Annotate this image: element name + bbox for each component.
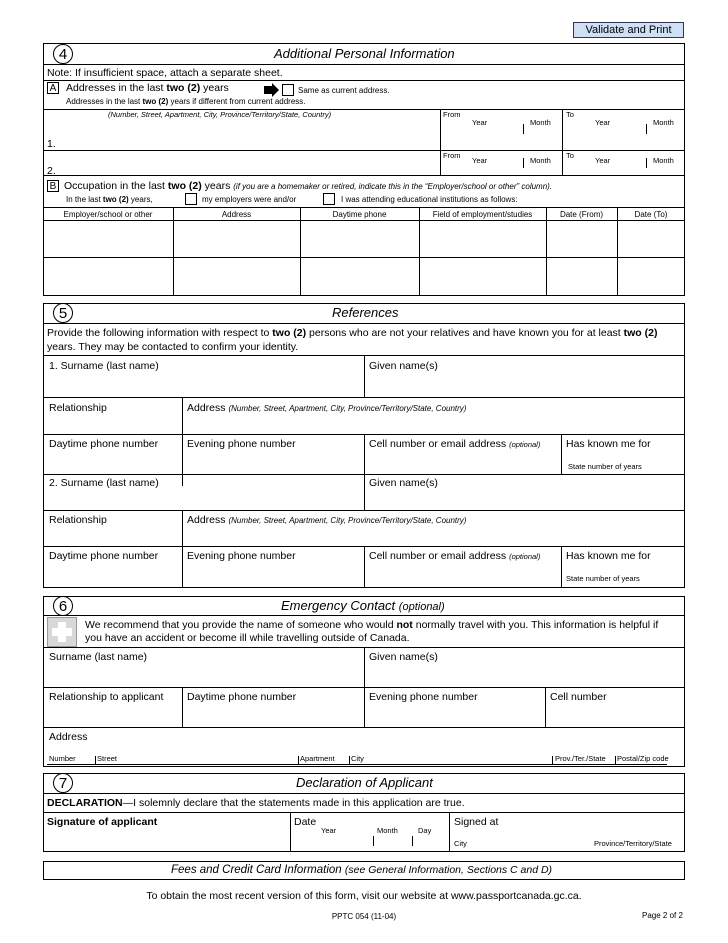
ref2-known-label: Has known me for <box>566 550 651 562</box>
employers-label: my employers were and/or <box>202 195 297 204</box>
part-b-subheading: In the last two (2) years, <box>66 195 153 204</box>
part-a-heading: Addresses in the last two (2) years <box>66 82 229 94</box>
ref2-evening-label: Evening phone number <box>187 550 296 562</box>
ref2-given-label: Given name(s) <box>369 477 438 489</box>
section-6-number: 6 <box>53 596 73 616</box>
row1-from-month: Month <box>530 118 551 127</box>
ref1-surname-label: 1. Surname (last name) <box>49 360 159 372</box>
ref1-state-years: State number of years <box>568 462 642 471</box>
col-date-from: Date (From) <box>559 210 604 219</box>
col-phone: Daytime phone <box>332 210 387 219</box>
sub-apartment: Apartment <box>300 754 335 763</box>
row1-to-year: Year <box>595 118 611 127</box>
row2-from-year: Year <box>472 156 488 165</box>
emergency-intro-2: you have an accident or become ill while travelling outside of Canada. <box>85 632 410 644</box>
row2-from-month: Month <box>530 156 551 165</box>
emergency-daytime-label: Daytime phone number <box>187 691 297 703</box>
declaration-text: DECLARATION—I solemnly declare that the statements made in this application are true. <box>47 797 465 809</box>
ref1-cell-label: Cell number or email address (optional) <box>369 438 541 450</box>
sub-city: City <box>351 754 364 763</box>
col-field: Field of employment/studies <box>432 210 533 219</box>
ref2-state-years: State number of years <box>566 574 640 583</box>
ref1-daytime-label: Daytime phone number <box>49 438 159 450</box>
row2-to-year: Year <box>595 156 611 165</box>
section-4-note: Note: If insufficient space, attach a separate sheet. <box>47 67 283 79</box>
fees-title: Fees and Credit Card Information (see General Information, Sections C and D) <box>171 864 553 876</box>
sub-prov: Prov./Ter./State <box>555 754 606 763</box>
emergency-evening-label: Evening phone number <box>369 691 478 703</box>
address-row-1: 1. <box>47 138 56 150</box>
row2-to: To <box>566 151 574 160</box>
sub-postal: Postal/Zip code <box>617 754 669 763</box>
section-4-number: 4 <box>53 44 73 64</box>
row1-from: From <box>443 110 461 119</box>
signed-at-label: Signed at <box>454 816 499 828</box>
education-label: I was attending educational institutions as follows: <box>341 195 518 204</box>
date-month: Month <box>377 826 398 835</box>
ref2-relationship-label: Relationship <box>49 514 107 526</box>
date-day: Day <box>418 826 432 835</box>
section-5-title: References <box>332 305 399 320</box>
emergency-surname-label: Surname (last name) <box>49 651 148 663</box>
ref1-relationship-label: Relationship <box>49 402 107 414</box>
medical-cross-icon <box>47 617 77 647</box>
ref2-address-label: Address (Number, Street, Apartment, City, Province/Territory/State, Country) <box>187 514 467 526</box>
education-checkbox[interactable] <box>323 193 335 205</box>
address-hint: (Number, Street, Apartment, City, Province/Territory/State, Country) <box>108 110 332 119</box>
row2-to-month: Month <box>653 156 674 165</box>
ref2-surname-label: 2. Surname (last name) <box>49 477 159 489</box>
sub-number: Number <box>49 754 76 763</box>
validate-print-button[interactable] <box>573 22 684 38</box>
ref2-cell-label: Cell number or email address (optional) <box>369 550 541 562</box>
row1-from-year: Year <box>472 118 488 127</box>
ref1-address-label: Address (Number, Street, Apartment, City, Province/Territory/State, Country) <box>187 402 467 414</box>
validate-print-label: Validate and Print <box>585 24 672 36</box>
emergency-given-label: Given name(s) <box>369 651 438 663</box>
date-year: Year <box>321 826 337 835</box>
row1-to-month: Month <box>653 118 674 127</box>
part-b-heading: Occupation in the last two (2) years (if you are a homemaker or retired, indicate this in the “Employer/school or other” column). <box>64 180 553 192</box>
section-6-title: Emergency Contact (optional) <box>281 598 445 613</box>
signed-city: City <box>454 839 467 848</box>
same-address-label: Same as current address. <box>298 86 390 95</box>
section-5-number: 5 <box>53 303 73 323</box>
signed-prov: Province/Territory/State <box>594 839 672 848</box>
references-intro-2: years. They may be contacted to confirm your identity. <box>47 341 299 353</box>
row1-to: To <box>566 110 574 119</box>
section-7-number: 7 <box>53 773 73 793</box>
row2-from: From <box>443 151 461 160</box>
date-label: Date <box>294 816 317 828</box>
part-b-letter: B <box>47 180 59 192</box>
col-date-to: Date (To) <box>634 210 668 219</box>
emergency-intro-1: We recommend that you provide the name of someone who would not normally travel with you. This information is helpful if <box>85 619 659 631</box>
footer-form-code: PPTC 054 (11-04) <box>331 912 397 921</box>
same-address-checkbox[interactable] <box>282 84 294 96</box>
emergency-address-label: Address <box>49 731 88 743</box>
footer-page: Page 2 of 2 <box>642 911 683 920</box>
diff-address-label: Addresses in the last two (2) years if different from current address. <box>66 97 306 106</box>
signature-label: Signature of applicant <box>47 816 158 828</box>
emergency-relationship-label: Relationship to applicant <box>49 691 164 703</box>
address-row-2: 2. <box>47 165 56 177</box>
col-employer: Employer/school or other <box>63 210 153 219</box>
sub-street: Street <box>97 754 118 763</box>
ref1-given-label: Given name(s) <box>369 360 438 372</box>
section-7-title: Declaration of Applicant <box>296 775 433 790</box>
col-address: Address <box>221 210 252 219</box>
section-4-title: Additional Personal Information <box>274 46 455 61</box>
ref1-known-label: Has known me for <box>566 438 651 450</box>
part-a-letter: A <box>47 82 59 94</box>
ref1-evening-label: Evening phone number <box>187 438 296 450</box>
ref2-daytime-label: Daytime phone number <box>49 550 159 562</box>
arrow-icon <box>264 83 280 97</box>
references-intro-1: Provide the following information with respect to two (2) persons who are not your relatives and have known you for at least two (2) <box>47 327 658 339</box>
footer-website: To obtain the most recent version of this form, visit our website at www.passportcanada.gc.ca. <box>146 890 582 902</box>
employers-checkbox[interactable] <box>185 193 197 205</box>
emergency-cell-label: Cell number <box>550 691 607 703</box>
